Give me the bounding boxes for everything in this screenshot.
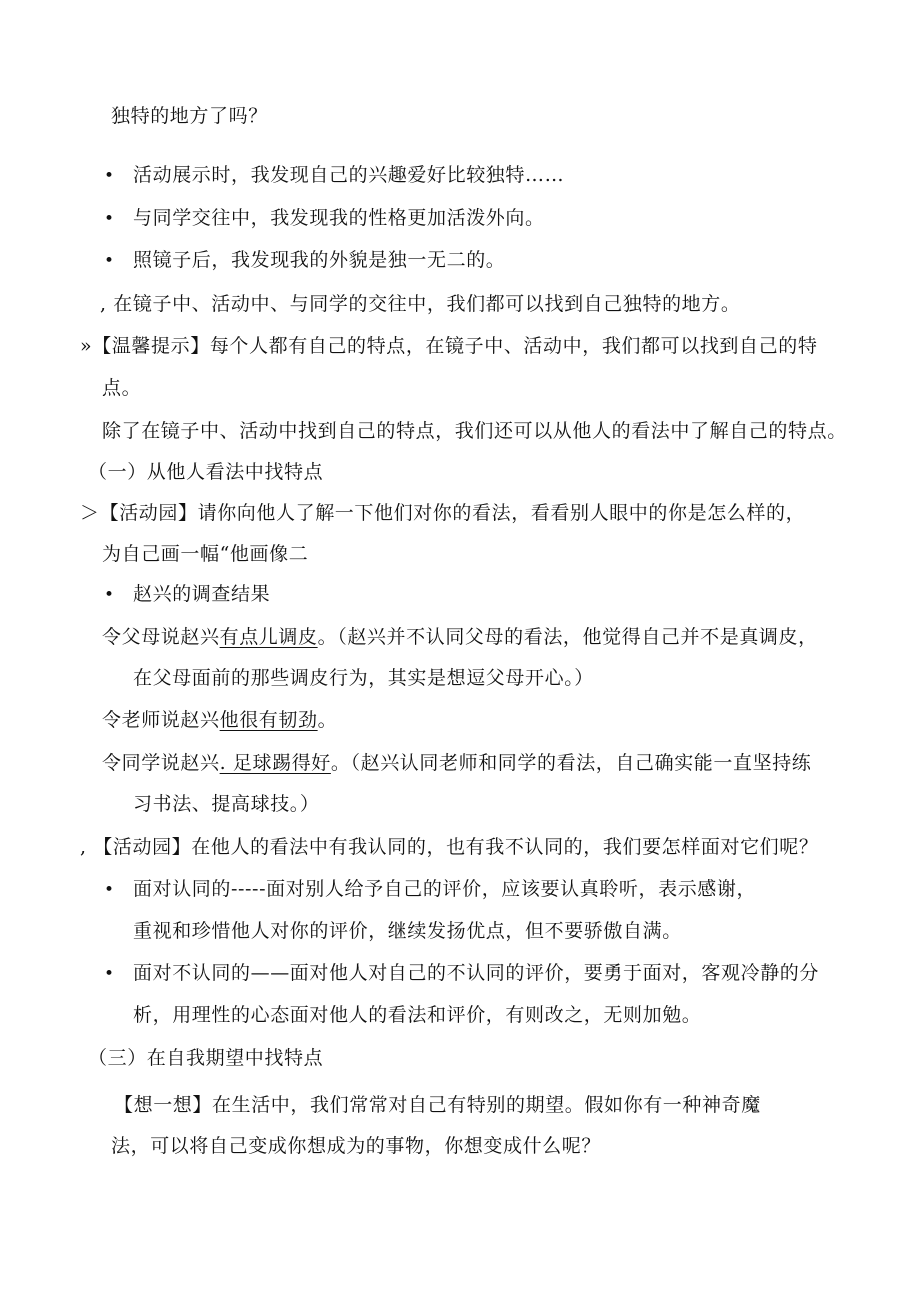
text-segment: 令同学说赵兴 bbox=[102, 752, 220, 774]
text-line: 在父母面前的那些调皮行为，其实是想逗父母开心。） bbox=[133, 667, 594, 689]
text-line: 习书法、提高球技。） bbox=[133, 793, 320, 815]
bullet-icon: • bbox=[104, 251, 115, 271]
text-segment: 令父母说赵兴 bbox=[102, 626, 220, 648]
bullet-item: 面对认同的-----面对别人给予自己的评价，应该要认真聆听，表示感谢， bbox=[133, 878, 757, 900]
text-line: 法，可以将自己变成你想成为的事物，你想变成什么呢？ bbox=[111, 1135, 602, 1157]
activity-line: , 【活动园】在他人的看法中有我认同的，也有我不认同的，我们要怎样面对它们呢？ bbox=[80, 836, 819, 858]
text-line: 点。 bbox=[102, 377, 142, 399]
text-line: 独特的地方了吗？ bbox=[111, 105, 268, 127]
text-segment: 。（赵兴并不认同父母的看法，他觉得自己并不是真调皮， bbox=[317, 626, 818, 648]
bullet-item: 面对不认同的——面对他人对自己的不认同的评价，要勇于面对，客观冷静的分 bbox=[133, 962, 820, 984]
text-line: 【想一想】在生活中，我们常常对自己有特别的期望。假如你有一种神奇魔 bbox=[114, 1094, 761, 1116]
underlined-text: 有点儿调皮 bbox=[219, 626, 318, 648]
text-segment: 令老师说赵兴 bbox=[102, 709, 220, 731]
bullet-icon: • bbox=[104, 585, 115, 605]
text-line bbox=[102, 707, 337, 733]
text-line: 为自己画一幅“他画像二 bbox=[102, 543, 309, 565]
tip-line: »【温馨提示】每个人都有自己的特点，在镜子中、活动中，我们都可以找到自己的特 bbox=[80, 335, 818, 357]
text-line bbox=[102, 750, 811, 776]
bullet-item: 活动展示时，我发现自己的兴趣爱好比较独特…… bbox=[133, 164, 565, 186]
bullet-icon: • bbox=[104, 209, 115, 229]
bullet-item: 赵兴的调查结果 bbox=[133, 583, 271, 605]
section-heading: （三）在自我期望中找特点 bbox=[88, 1047, 324, 1069]
activity-line: ＞【活动园】请你向他人了解一下他们对你的看法，看看别人眼中的你是怎么样的， bbox=[80, 502, 806, 524]
text-line: 析，用理性的心态面对他人的看法和评价，有则改之，无则加勉。 bbox=[133, 1004, 702, 1026]
text-line: , 在镜子中、活动中、与同学的交往中，我们都可以找到自己独特的地方。 bbox=[100, 293, 741, 315]
section-heading: （一）从他人看法中找特点 bbox=[88, 461, 324, 483]
bullet-icon: • bbox=[104, 166, 115, 186]
bullet-item: 与同学交往中，我发现我的性格更加活泼外向。 bbox=[133, 207, 545, 229]
underlined-text: 他很有韧劲 bbox=[219, 709, 318, 731]
bullet-icon: • bbox=[104, 880, 115, 900]
text-line: 重视和珍惜他人对你的评价，继续发扬优点，但不要骄傲自满。 bbox=[133, 920, 682, 942]
text-segment: 。 bbox=[317, 709, 338, 731]
text-segment: 。（赵兴认同老师和同学的看法，自己确实能一直坚持练 bbox=[330, 752, 812, 774]
text-line bbox=[102, 624, 818, 650]
text-line: 除了在镜子中、活动中找到自己的特点，我们还可以从他人的看法中了解自己的特点。 bbox=[102, 420, 847, 442]
underlined-text: . 足球踢得好 bbox=[219, 752, 331, 774]
bullet-item: 照镜子后，我发现我的外貌是独一无二的。 bbox=[133, 249, 506, 271]
bullet-icon: • bbox=[104, 964, 115, 984]
